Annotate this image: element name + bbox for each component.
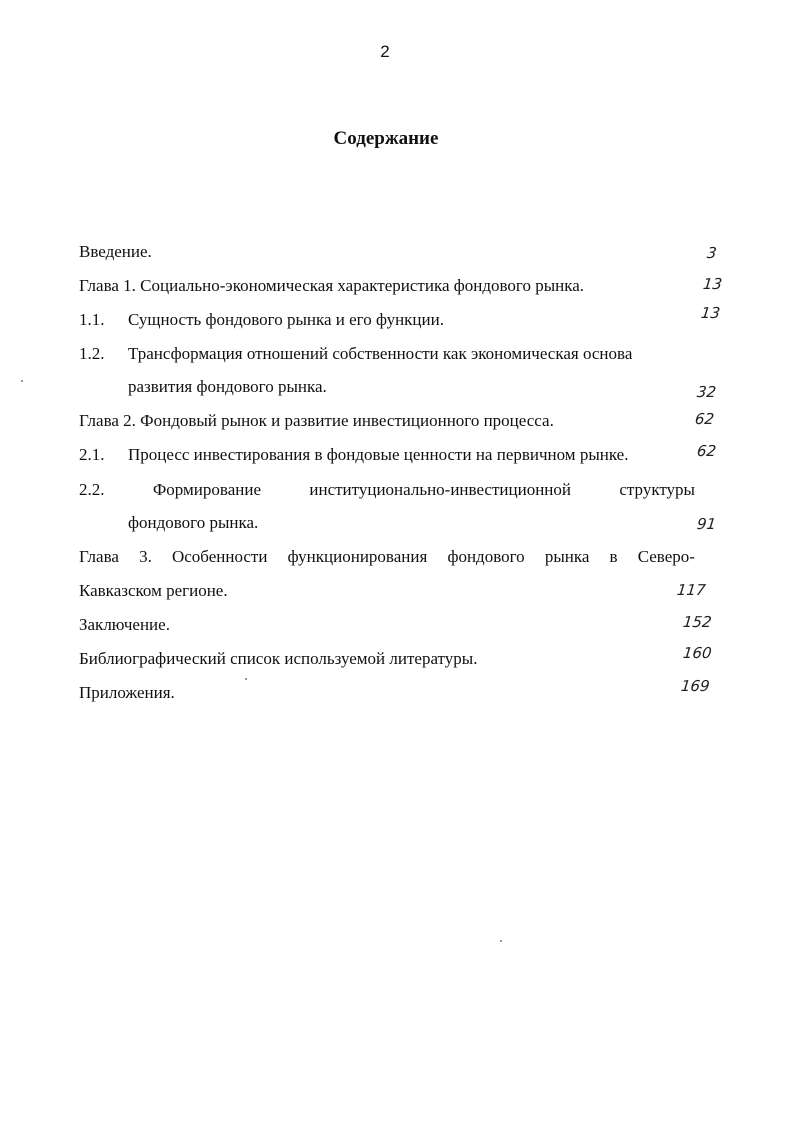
toc-page-chapter-2: 62 <box>694 410 716 428</box>
toc-page-bibliography: 160 <box>682 644 713 662</box>
scan-speck <box>500 940 502 942</box>
toc-entry-conclusion: Заключение. <box>79 615 170 634</box>
section-title: Трансформация отношений собственности как экономическая основа <box>128 344 633 363</box>
section-title: Процесс инвестирования в фондовые ценности на первичном рынке. <box>128 445 629 464</box>
toc-page-section-1-2: 32 <box>696 383 718 401</box>
chapter-title-word: в <box>609 547 618 566</box>
chapter-title-word: функционирования <box>287 547 428 566</box>
toc-page-intro: 3 <box>706 244 718 262</box>
toc-page-section-1-1: 13 <box>700 304 722 322</box>
chapter-title-word: фондового <box>447 547 525 566</box>
scan-speck <box>245 678 247 680</box>
toc-entry-chapter-2: Глава 2. Фондовый рынок и развитие инвестиционного процесса. <box>79 411 554 430</box>
section-title-word: институционально-инвестиционной <box>309 480 571 499</box>
scan-speck <box>21 380 23 382</box>
toc-page-appendix: 169 <box>680 677 711 695</box>
toc-entry-chapter-3 <box>79 546 695 568</box>
section-number: 1.2. <box>79 344 105 363</box>
toc-entry-section-1-2 <box>79 343 632 365</box>
toc-entry-bibliography: Библиографический список используемой литературы. <box>79 649 478 668</box>
toc-entry-intro: Введение. <box>79 242 152 261</box>
chapter-title-word: Северо- <box>637 547 695 566</box>
section-number: 1.1. <box>79 310 105 329</box>
chapter-title-word: 3. <box>139 547 152 566</box>
page-title: Содержание <box>333 128 439 149</box>
section-title-word: структуры <box>619 480 695 499</box>
chapter-title-word: рынка <box>544 547 590 566</box>
chapter-title-word: Особенности <box>171 547 268 566</box>
toc-entry-section-2-2 <box>79 479 695 501</box>
section-title: Сущность фондового рынка и его функции. <box>128 310 444 329</box>
toc-entry-section-1-2-cont: развития фондового рынка. <box>128 377 327 396</box>
chapter-title-word: Глава <box>79 547 119 566</box>
toc-entry-section-1-1 <box>79 309 444 331</box>
toc-entry-chapter-3-cont: Кавказском регионе. <box>79 581 228 600</box>
toc-entry-section-2-2-cont: фондового рынка. <box>128 513 259 532</box>
toc-page-chapter-3: 117 <box>676 581 707 599</box>
toc-entry-section-2-1 <box>79 444 628 466</box>
section-number: 2.1. <box>79 445 105 464</box>
section-number: 2.2. <box>79 480 105 499</box>
toc-page-conclusion: 152 <box>682 613 713 631</box>
toc-page-chapter-1: 13 <box>702 275 724 293</box>
section-title-word: Формирование <box>152 480 261 499</box>
toc-page-section-2-1: 62 <box>696 442 718 460</box>
toc-page-section-2-2: 91 <box>696 515 718 533</box>
toc-entry-appendix: Приложения. <box>79 683 175 702</box>
toc-entry-chapter-1: Глава 1. Социально-экономическая характеристика фондового рынка. <box>79 276 585 295</box>
page-number: 2 <box>380 42 390 61</box>
